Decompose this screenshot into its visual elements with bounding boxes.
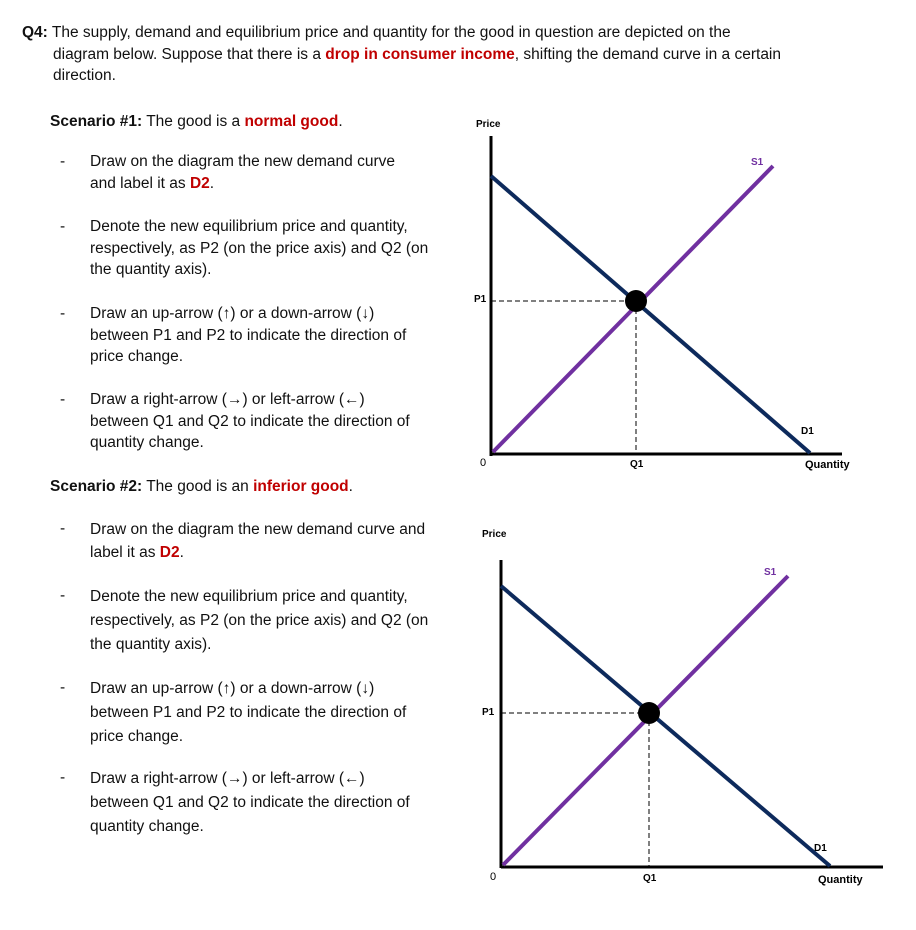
scenario1-bullet-3 [60,303,460,369]
diagram-1 [470,110,870,480]
scenario1-highlight: normal good [244,113,339,130]
scenario2-bullet-1 [60,518,480,564]
bullet-dash: - [60,391,66,408]
bullet-line: respectively, as P2 (on the price axis) and Q2 (on [90,612,429,629]
bullet-text [90,518,480,564]
bullet-dash: - [60,769,66,786]
q1-label: Q1 [630,459,644,470]
bullet-line: Draw an up-arrow (↑) or a down-arrow (↓) [90,305,375,322]
demand-curve-d1 [491,176,810,453]
bullet-text [90,677,460,749]
scenario1-bullet-4 [60,389,460,455]
bullet-text [90,303,460,368]
question-line-2 [22,44,842,66]
s1-label: S1 [751,157,764,168]
equilibrium-point [625,290,647,312]
d1-label: D1 [801,426,814,437]
scenario2-text: The good is an [142,478,254,495]
bullet-line: Denote the new equilibrium price and quantity, [90,588,408,605]
bullet-line-end: . [209,174,215,192]
scenario1-label: Scenario #1: [50,113,143,130]
bullet-line: between Q1 and Q2 to indicate the direction of [90,794,410,811]
question-highlight: drop in consumer income [325,45,515,63]
bullet-line: between P1 and P2 to indicate the direction of [90,326,407,344]
q1-label: Q1 [643,873,657,884]
bullet-dash: - [60,520,66,537]
bullet-line [90,173,460,195]
bullet-line: Draw a right-arrow (→) or left-arrow (←) [90,770,365,787]
d2-label-text: D2 [189,174,210,192]
bullet-line [90,541,480,564]
question-label: Q4: [22,24,48,41]
scenario1-bullet-1 [60,151,460,195]
bullet-line: quantity change. [90,818,204,835]
bullet-line: Draw an up-arrow (↑) or a down-arrow (↓) [90,680,375,697]
bullet-line: respectively, as P2 (on the price axis) and Q2 (on [90,239,429,257]
diagram-2 [480,520,890,895]
bullet-text [90,151,460,194]
scenario1-heading [50,111,343,132]
bullet-line: price change. [90,728,184,745]
s1-label: S1 [764,567,777,578]
price-axis-label: Price [476,119,501,130]
bullet-dash: - [60,587,66,604]
bullet-line: Draw on the diagram the new demand curve [90,153,395,170]
origin-label: 0 [480,457,487,469]
bullet-line: Denote the new equilibrium price and quantity, [90,218,408,235]
bullet-dash: - [60,679,66,696]
d1-label: D1 [814,843,827,854]
bullet-line: quantity change. [90,434,204,451]
bullet-line: Draw on the diagram the new demand curve and [90,521,426,538]
quantity-axis-label: Quantity [818,874,863,886]
scenario1-bullet-2 [60,216,460,282]
bullet-text [90,767,460,839]
price-axis-label: Price [482,529,507,540]
bullet-line: Draw a right-arrow (→) or left-arrow (←) [90,391,365,408]
bullet-line: the quantity axis). [90,636,212,653]
bullet-dash: - [60,305,66,322]
scenario2-label: Scenario #2: [50,478,143,495]
bullet-line: price change. [90,348,184,365]
scenario2-end: . [348,478,353,495]
scenario2-highlight: inferior good [253,478,349,495]
bullet-text [90,216,460,281]
p1-label: P1 [474,294,487,305]
bullet-text [90,389,460,454]
bullet-dash: - [60,153,66,170]
quantity-axis-label: Quantity [805,459,850,471]
bullet-line: the quantity axis). [90,261,212,278]
question-text-3: , shifting the demand curve in a certain [514,45,781,63]
question-text [22,22,842,87]
bullet-line: between P1 and P2 to indicate the direction of [90,704,407,721]
question-text-2: diagram below. Suppose that there is a [53,45,326,63]
bullet-line-part: and label it as [90,174,190,192]
question-line-3: direction. [53,67,116,84]
bullet-line-end: . [179,544,184,561]
question-text-1: The supply, demand and equilibrium price and quantity for the good in question are depicted on the [47,24,731,41]
scenario1-end: . [338,113,343,130]
equilibrium-point [638,702,660,724]
scenario2-bullet-2 [60,585,460,657]
scenario2-bullet-3 [60,677,460,749]
p1-label: P1 [482,707,495,718]
bullet-text [90,585,460,657]
demand-curve-d1 [501,586,830,866]
origin-label: 0 [490,871,497,883]
d2-label-text: D2 [159,544,180,561]
bullet-line: between Q1 and Q2 to indicate the direction of [90,412,410,430]
bullet-dash: - [60,218,66,235]
bullet-line-part: label it as [90,544,160,561]
scenario2-heading [50,476,353,497]
scenario1-text: The good is a [142,113,245,130]
scenario2-bullet-4 [60,767,460,839]
